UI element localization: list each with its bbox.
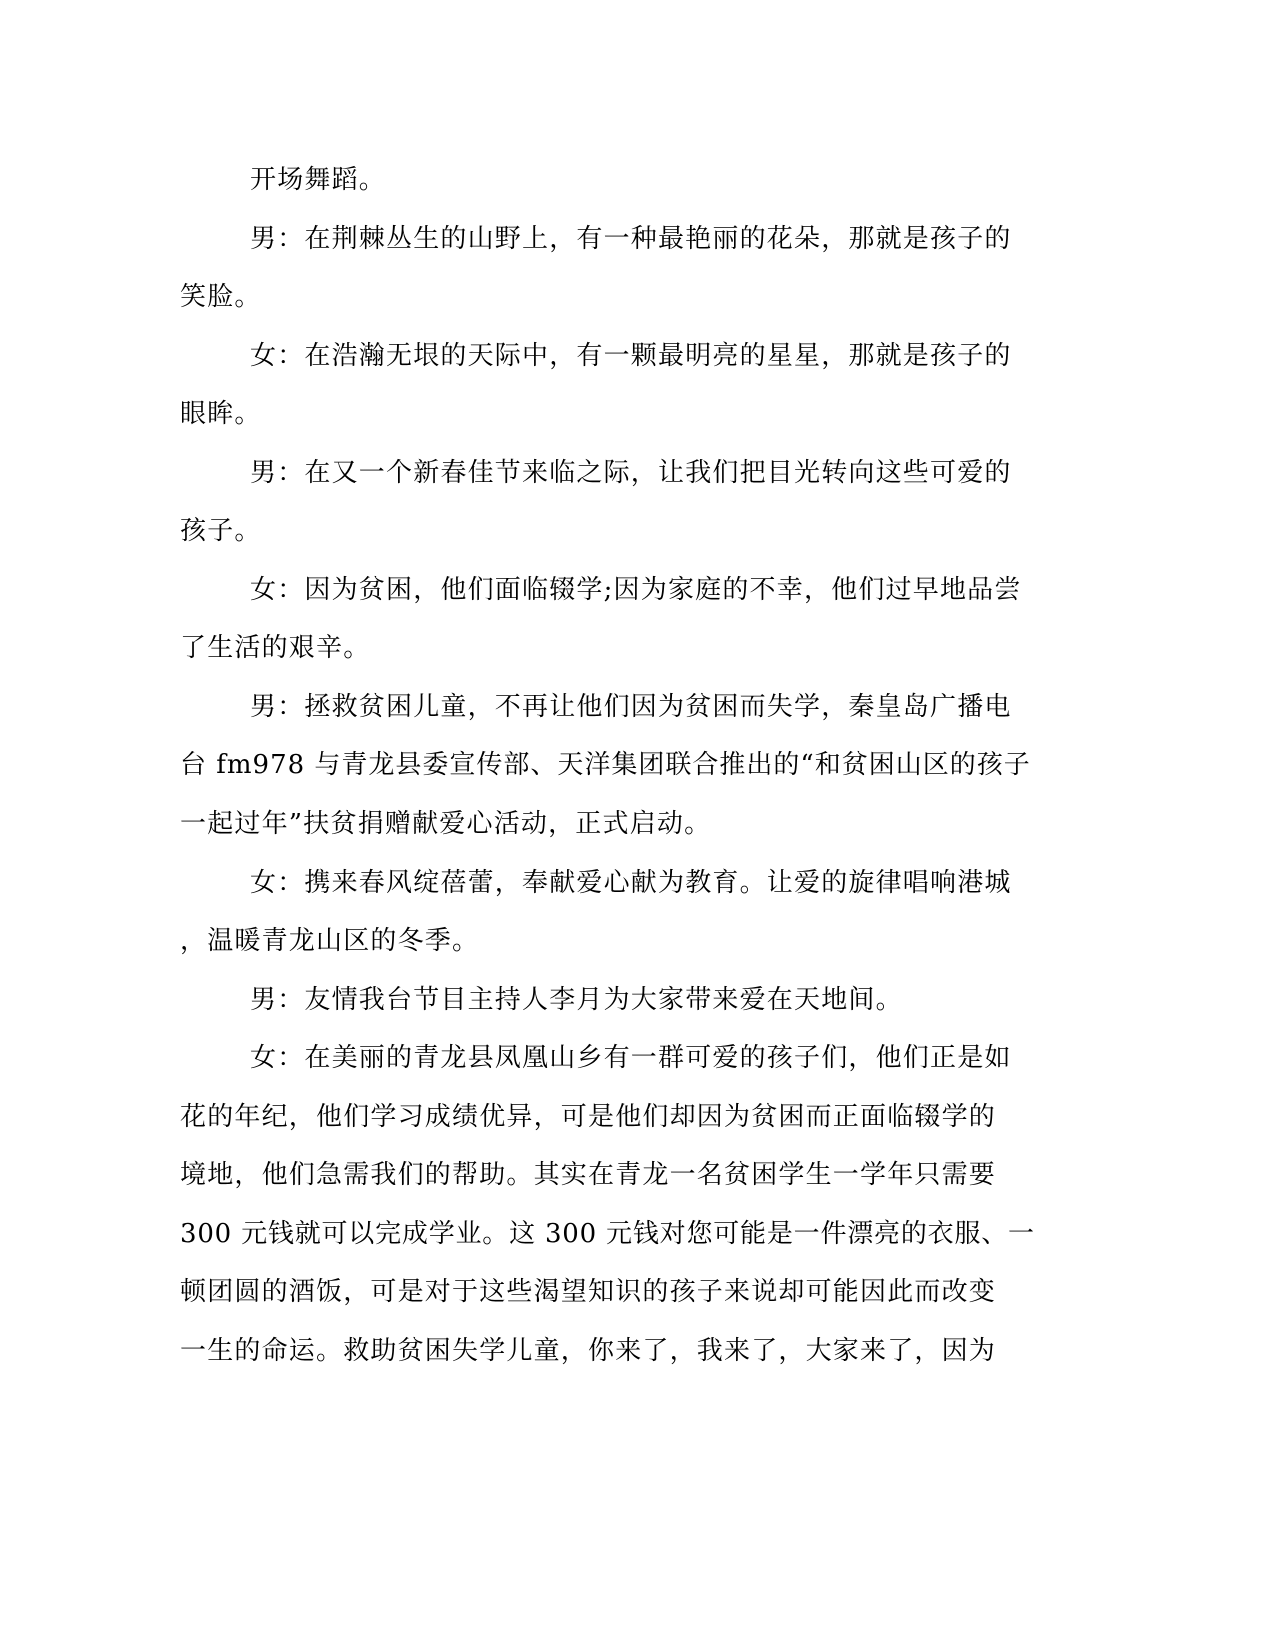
text-line: 了生活的艰辛。: [180, 633, 371, 663]
text-line: 笑脸。: [180, 282, 262, 312]
text-line: 女：因为贫困，他们面临辍学;因为家庭的不幸，他们过早地品尝: [250, 575, 1022, 605]
text-line: 男：友情我台节目主持人李月为大家带来爱在天地间。: [250, 985, 903, 1015]
text-line: 女：携来春风绽蓓蕾，奉献爱心献为教育。让爱的旋律唱响港城: [250, 868, 1012, 898]
text-line: 孩子。: [180, 516, 262, 546]
text-line: 境地，他们急需我们的帮助。其实在青龙一名贫困学生一学年只需要: [180, 1160, 997, 1190]
text-line: 男：在又一个新春佳节来临之际，让我们把目光转向这些可爱的: [250, 458, 1012, 488]
text-line: 女：在美丽的青龙县凤凰山乡有一群可爱的孩子们，他们正是如: [250, 1043, 1012, 1073]
text-line: 台 fm978 与青龙县委宣传部、天洋集团联合推出的“和贫困山区的孩子: [180, 750, 1031, 780]
text-line: 300 元钱就可以完成学业。这 300 元钱对您可能是一件漂亮的衣服、一: [180, 1219, 1035, 1249]
text-line: ，温暖青龙山区的冬季。: [180, 926, 480, 956]
text-line: 一起过年”扶贫捐赠献爱心活动，正式启动。: [180, 809, 712, 839]
text-line: 眼眸。: [180, 399, 262, 429]
text-line: 开场舞蹈。: [250, 165, 387, 195]
text-line: 一生的命运。救助贫困失学儿童，你来了，我来了，大家来了，因为: [180, 1336, 997, 1366]
text-line: 花的年纪，他们学习成绩优异，可是他们却因为贫困而正面临辍学的: [180, 1102, 997, 1132]
text-line: 男：拯救贫困儿童，不再让他们因为贫困而失学，秦皇岛广播电: [250, 692, 1012, 722]
text-line: 顿团圆的酒饭，可是对于这些渴望知识的孩子来说却可能因此而改变: [180, 1277, 997, 1307]
text-line: 男：在荆棘丛生的山野上，有一种最艳丽的花朵，那就是孩子的: [250, 224, 1012, 254]
text-line: 女：在浩瀚无垠的天际中，有一颗最明亮的星星，那就是孩子的: [250, 341, 1012, 371]
